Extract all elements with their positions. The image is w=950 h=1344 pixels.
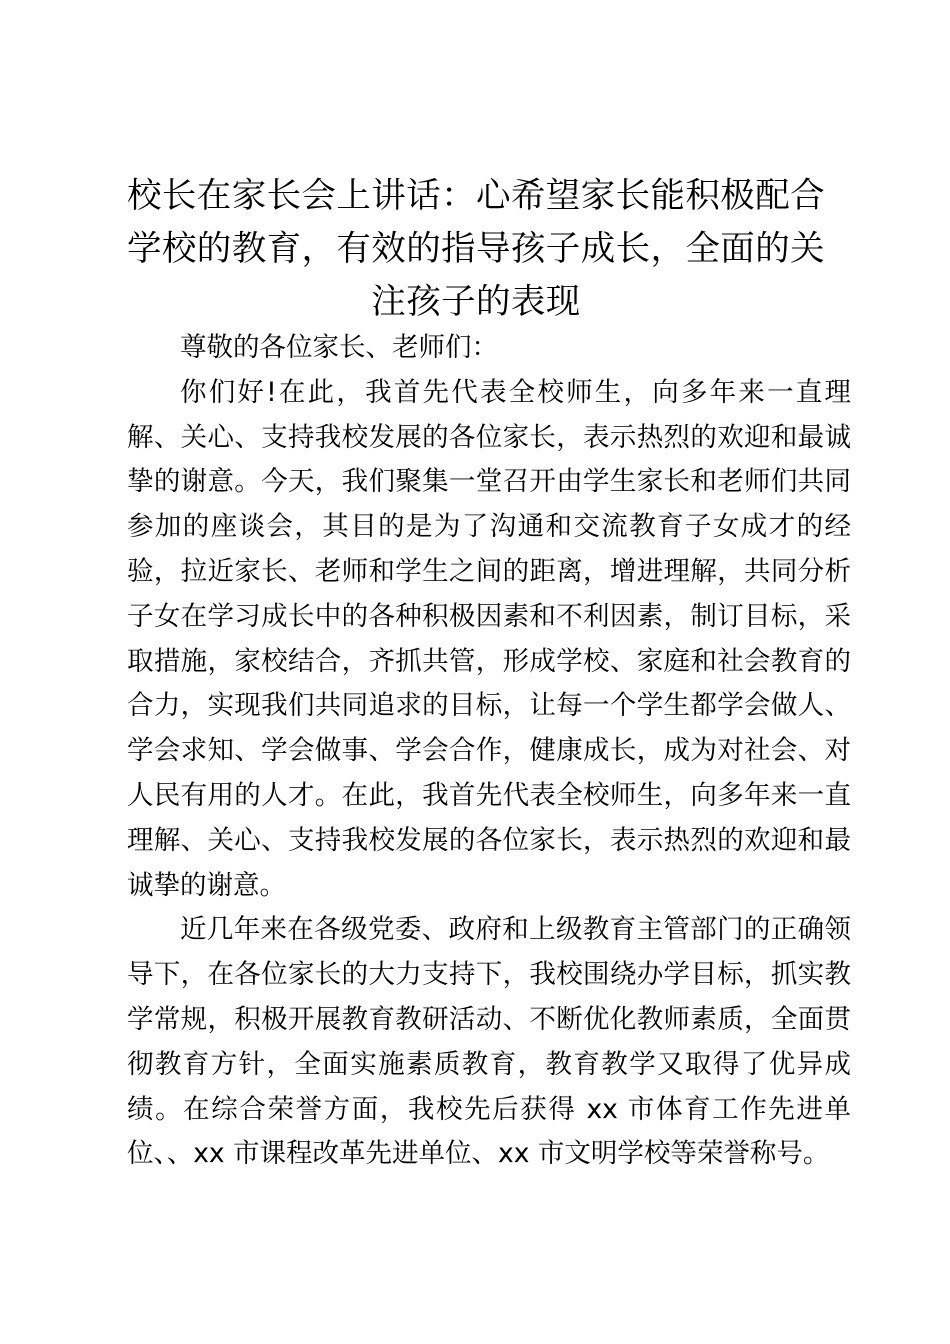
salutation-paragraph: 尊敬的各位家长、老师们： xyxy=(180,332,498,363)
document-body xyxy=(127,326,851,1177)
body-paragraph: 近几年来在各级党委、政府和上级教育主管部门的正确领导下，在各位家长的大力支持下，我校围绕办学目标，抓实教学常规，积极开展教育教研活动、不断优化教师素质，全面贯彻教育方针，全面实施素质教育，教育教学又取得了优异成绩。在综合荣誉方面，我校先后获得 xx 市体育工作先进单位、、xx 市课程改革先进单位、xx 市文明学校等荣誉称号。 xyxy=(127,914,851,1170)
document-title: 校长在家长会上讲话：心希望家长能积极配合学校的教育，有效的指导孩子成长，全面的关注孩子的表现 xyxy=(127,176,825,322)
body-paragraph: 你们好!在此，我首先代表全校师生，向多年来一直理解、关心、支持我校发展的各位家长，表示热烈的欢迎和最诚挚的谢意。今天，我们聚集一堂召开由学生家长和老师们共同参加的座谈会，其目的是为了沟通和交流教育子女成才的经验，拉近家长、老师和学生之间的距离，增进理解，共同分析子女在学习成长中的各种积极因素和不利因素，制订目标，采取措施，家校结合，齐抓共管，形成学校、家庭和社会教育的合力，实现我们共同追求的目标，让每一个学生都学会做人、学会求知、学会做事、学会合作，健康成长，成为对社会、对人民有用的人才。在此，我首先代表全校师生，向多年来一直理解、关心、支持我校发展的各位家长，表示热烈的欢迎和最诚挚的谢意。 xyxy=(127,376,851,901)
